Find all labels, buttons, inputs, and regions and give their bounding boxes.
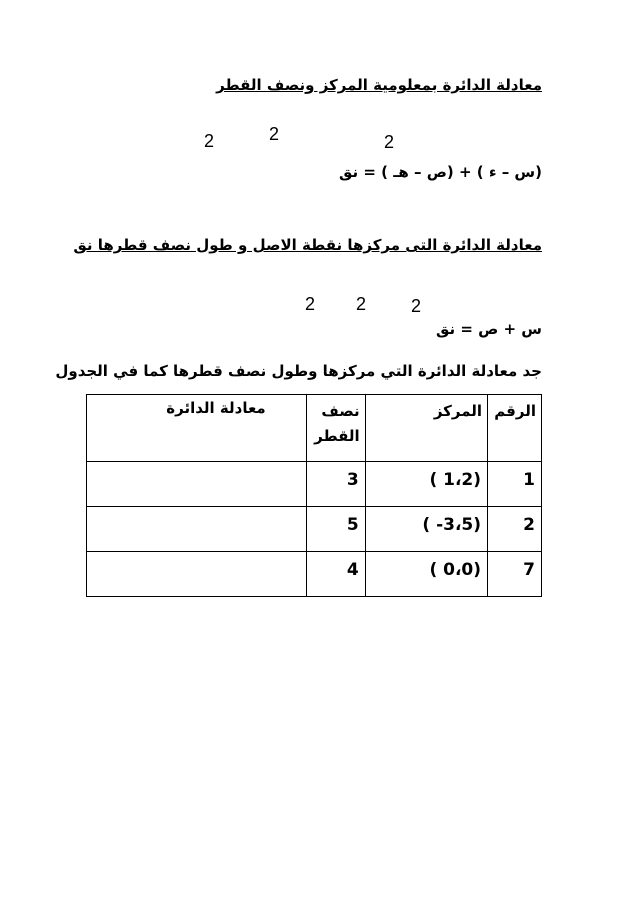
cell-equation[interactable] (87, 462, 307, 507)
exponent: 2 (384, 132, 395, 152)
cell-number: 7 (488, 552, 542, 597)
cell-radius: 3 (306, 462, 365, 507)
exercise-table (86, 394, 542, 597)
cell-equation[interactable] (87, 507, 307, 552)
cell-center: (3،5- ) (365, 507, 487, 552)
header-equation: معادلة الدائرة (87, 395, 307, 462)
cell-center: (1،2 ) (365, 462, 487, 507)
section2-equation: س + ص = نق (435, 320, 542, 338)
exponent: 2 (269, 124, 280, 144)
cell-number: 1 (488, 462, 542, 507)
section2-title: معادلة الدائرة التى مركزها نقطة الاصل و طول نصف قطرها نق (73, 236, 542, 254)
exponent: 2 (411, 296, 422, 316)
header-center: المركز (365, 395, 487, 462)
header-radius: نصف القطر (306, 395, 365, 462)
cell-radius: 4 (306, 552, 365, 597)
table-header-row (87, 395, 542, 462)
table-row (87, 507, 542, 552)
table-row (87, 552, 542, 597)
exercise-instruction: جد معادلة الدائرة التي مركزها وطول نصف قطرها كما في الجدول (55, 362, 542, 380)
exponent: 2 (204, 131, 215, 151)
section1-title: معادلة الدائرة بمعلومية المركز ونصف القطر (216, 76, 542, 94)
section1-equation: (س – ء ) + (ص – هـ ) = نق (338, 163, 542, 181)
cell-radius: 5 (306, 507, 365, 552)
exponent: 2 (305, 294, 316, 314)
cell-number: 2 (488, 507, 542, 552)
header-number: الرقم (488, 395, 542, 462)
cell-equation[interactable] (87, 552, 307, 597)
exponent: 2 (356, 294, 367, 314)
table-row (87, 462, 542, 507)
cell-center: (0،0 ) (365, 552, 487, 597)
